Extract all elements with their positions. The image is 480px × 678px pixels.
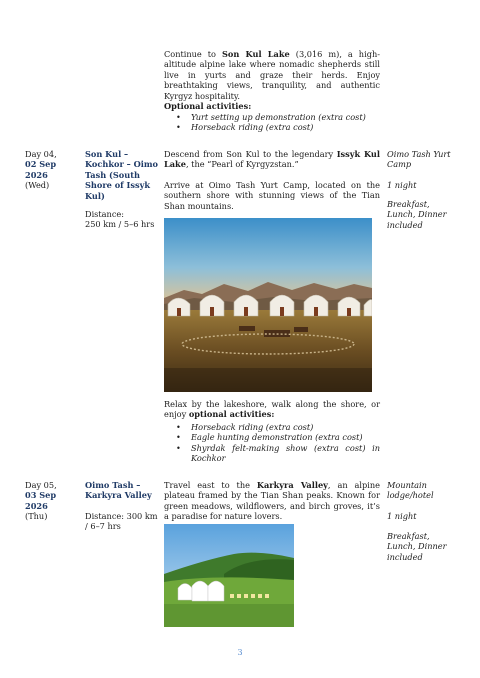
karkyra-valley-illustration (164, 524, 294, 627)
day5-valley: Karkyra Valley (256, 480, 328, 490)
day4-distance: Distance: 250 km / 5–6 hrs (85, 209, 155, 230)
day4-nights: 1 night (387, 180, 417, 190)
day4-after-text: Relax by the lakeshore, walk along the shore, or enjoy optional activities: (164, 399, 380, 420)
intro-optional-title: Optional activities: (164, 101, 252, 111)
day4-lake: Issyk Kul Lake (164, 149, 380, 170)
day5-route: Oimo Tash – Karkyra Valley (85, 480, 152, 501)
day5-weekday: (Thu) (25, 511, 48, 522)
day5-date: 03 Sep 2026 (25, 490, 57, 511)
karkyra-valley-photo (164, 524, 294, 627)
intro-paragraph: Continue to Son Kul Lake (3,016 m), a high-altitude alpine lake where nomadic shepherds still live in yurts and graze their herds. Enjoy breathtaking views, tranquility, and authentic Kyrgyz hospitality. (164, 49, 380, 101)
day4-description-1: Descend from Son Kul to the legendary Issyk Kul Lake, the “Pearl of Kyrgyzstan.” (164, 149, 380, 170)
day5-accommodation: Mountain lodge/hotel (387, 480, 434, 501)
day4-meals: Breakfast, Lunch, Dinner included (387, 199, 447, 230)
day5-date-cell (25, 480, 80, 522)
list-item: • Shyrdak felt-making show (extra cost) in Kochkor (164, 443, 380, 464)
day4-optional-list (164, 422, 380, 464)
list-item: • Eagle hunting demonstration (extra cost) (164, 432, 380, 442)
list-item: • Horseback riding (extra cost) (164, 122, 380, 132)
list-item: • Horseback riding (extra cost) (164, 422, 380, 432)
page-number: 3 (237, 648, 243, 657)
day4-accommodation: Oimo Tash Yurt Camp (387, 149, 451, 170)
day4-description-2: Arrive at Oimo Tash Yurt Camp, located on the southern shore with stunning views of the Tian Shan mountains. (164, 180, 380, 211)
day4-route: Son Kul – Kochkor – Oimo Tash (South Shore of Issyk Kul) (85, 149, 158, 201)
day4-day: Day 04, (25, 149, 57, 159)
day5-meals: Breakfast, Lunch, Dinner included (387, 531, 447, 562)
list-item: • Yurt setting up demonstration (extra cost) (164, 112, 380, 122)
intro-place: Son Kul Lake (221, 49, 290, 59)
day5-distance: Distance: 300 km / 6–7 hrs (85, 511, 158, 532)
day5-nights: 1 night (387, 511, 417, 521)
yurt-camp-illustration (164, 218, 372, 392)
day4-weekday: (Wed) (25, 180, 50, 191)
day5-day: Day 05, (25, 480, 57, 490)
day4-date-cell (25, 149, 80, 191)
day5-description: Travel east to the Karkyra Valley, an alpine plateau framed by the Tian Shan peaks. Known for green meadows, wildflowers, and birch groves, it’s a paradise for nature lovers. (164, 480, 380, 522)
intro-optional-list (164, 112, 380, 133)
day4-optional-title: optional activities: (188, 409, 275, 420)
yurt-camp-photo (164, 218, 372, 392)
day4-date: 02 Sep 2026 (25, 159, 57, 180)
